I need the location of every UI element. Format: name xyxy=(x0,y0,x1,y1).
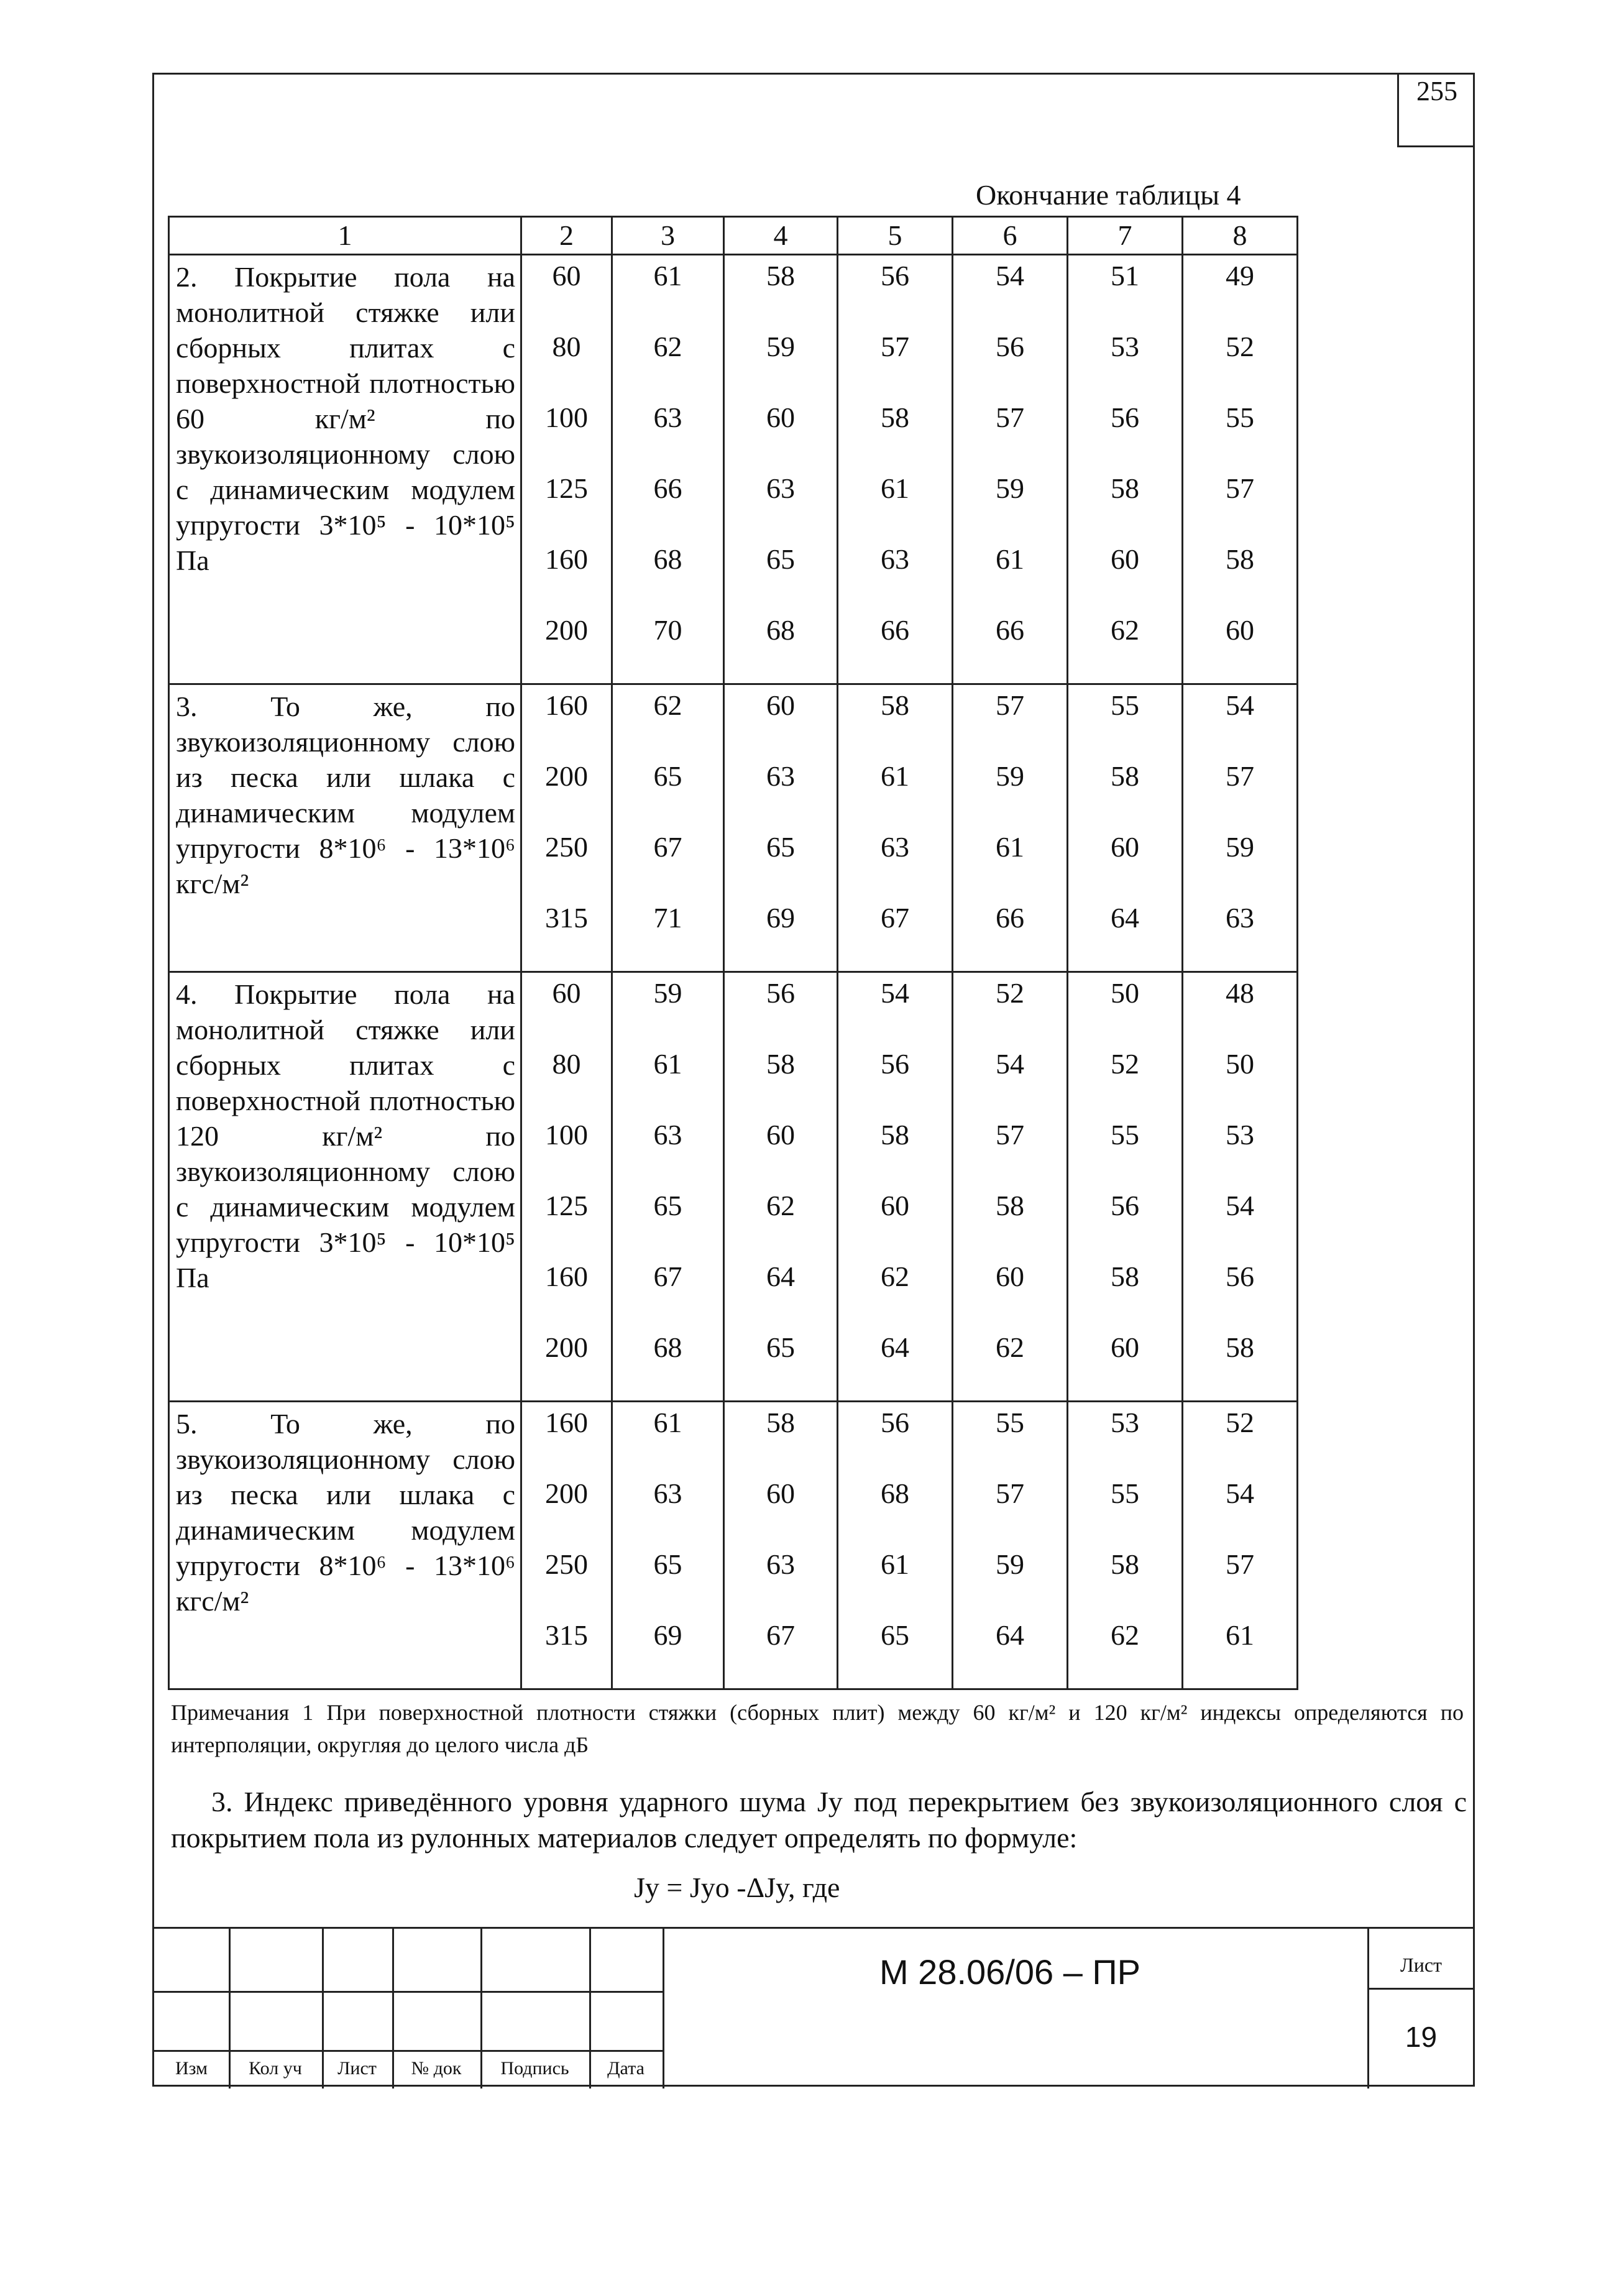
value-cell xyxy=(838,972,953,1402)
table-value: 58 xyxy=(1111,472,1139,504)
value-cell xyxy=(1068,1402,1183,1689)
table-value: 69 xyxy=(766,902,795,934)
table-value: 57 xyxy=(996,1119,1024,1151)
value-cell xyxy=(521,255,612,684)
table-value: 54 xyxy=(1226,1477,1254,1509)
table-value: 58 xyxy=(881,1119,909,1151)
formula: Jy = Jyo -ΔJy, где xyxy=(634,1872,840,1903)
row-description: 2. Покрытие пола на монолитной стяжке или сборных плитах с поверхностной плотностью 60 кг/м² по звукоизоляционному слою с динамическим модулем упругости 3*10⁵ - 10*10⁵ Па xyxy=(176,261,515,576)
value-cell xyxy=(724,972,838,1402)
table-value: 59 xyxy=(996,760,1024,792)
table-value: 125 xyxy=(545,472,588,504)
table-value: 56 xyxy=(1111,1190,1139,1221)
table-row xyxy=(169,255,1298,684)
table-value: 54 xyxy=(996,260,1024,292)
table-value: 60 xyxy=(1226,614,1254,646)
table-value: 64 xyxy=(1111,902,1139,934)
table-value: 55 xyxy=(1111,1477,1139,1509)
row-description: 4. Покрытие пола на монолитной стяжке или сборных плитах с поверхностной плотностью 120 кг/м² по звукоизоляционному слою с динамическим модулем упругости 3*10⁵ - 10*10⁵ Па xyxy=(176,978,515,1294)
table-value: 63 xyxy=(766,1548,795,1580)
table-value: 59 xyxy=(996,472,1024,504)
table-value: 57 xyxy=(996,402,1024,433)
table-value: 58 xyxy=(996,1190,1024,1221)
data-table xyxy=(168,216,1298,1690)
table-value: 61 xyxy=(653,1048,682,1080)
table-value: 63 xyxy=(881,543,909,575)
table-value: 56 xyxy=(881,1407,909,1438)
table-value: 60 xyxy=(766,402,795,433)
value-cell xyxy=(521,972,612,1402)
table-value: 54 xyxy=(1226,1190,1254,1221)
table-value: 160 xyxy=(545,1261,588,1292)
column-header: 8 xyxy=(1183,217,1298,255)
table-value: 61 xyxy=(1226,1619,1254,1651)
table-value: 52 xyxy=(1226,1407,1254,1438)
table-header-row xyxy=(169,217,1298,255)
table-value: 60 xyxy=(766,689,795,721)
table-row xyxy=(169,1402,1298,1689)
value-cell xyxy=(1183,972,1298,1402)
table-value: 57 xyxy=(1226,1548,1254,1580)
table-value: 200 xyxy=(545,614,588,646)
table-value: 100 xyxy=(545,1119,588,1151)
table-value: 56 xyxy=(1111,402,1139,433)
table-value: 54 xyxy=(996,1048,1024,1080)
stamp-col-label: Лист xyxy=(337,2058,377,2079)
table-value: 59 xyxy=(766,331,795,362)
table-value: 58 xyxy=(1226,543,1254,575)
column-header: 2 xyxy=(521,217,612,255)
table-value: 65 xyxy=(653,760,682,792)
value-cell xyxy=(1183,255,1298,684)
table-value: 60 xyxy=(881,1190,909,1221)
table-value: 51 xyxy=(1111,260,1139,292)
table-value: 65 xyxy=(653,1190,682,1221)
table-value: 55 xyxy=(1226,402,1254,433)
table-value: 56 xyxy=(881,1048,909,1080)
table-value: 66 xyxy=(881,614,909,646)
table-value: 61 xyxy=(881,1548,909,1580)
table-value: 70 xyxy=(653,614,682,646)
value-cell xyxy=(1183,684,1298,972)
table-value: 57 xyxy=(1226,472,1254,504)
stamp-col-label: № док xyxy=(411,2058,462,2079)
sheet-label: Лист xyxy=(1400,1954,1442,1976)
column-header: 3 xyxy=(612,217,724,255)
table-value: 57 xyxy=(996,689,1024,721)
table-value: 250 xyxy=(545,831,588,863)
table-value: 59 xyxy=(1226,831,1254,863)
table-note: Примечания 1 При поверхностной плотности стяжки (сборных плит) между 60 кг/м² и 120 кг/м² индексы определяются по интерполяции, округляя до целого числа дБ xyxy=(171,1700,1464,1757)
value-cell xyxy=(1183,1402,1298,1689)
table-value: 200 xyxy=(545,1331,588,1363)
row-description-cell xyxy=(169,1402,521,1689)
table-value: 71 xyxy=(653,902,682,934)
table-value: 68 xyxy=(881,1477,909,1509)
stamp-col-label: Изм xyxy=(175,2058,208,2079)
table-value: 58 xyxy=(766,1407,795,1438)
value-cell xyxy=(953,684,1068,972)
table-value: 60 xyxy=(766,1119,795,1151)
table-value: 65 xyxy=(653,1548,682,1580)
stamp-col-label: Подпись xyxy=(500,2058,569,2079)
table-value: 68 xyxy=(653,1331,682,1363)
table-value: 58 xyxy=(766,260,795,292)
title-block xyxy=(154,1927,1475,2088)
table-value: 63 xyxy=(766,472,795,504)
value-cell xyxy=(953,255,1068,684)
row-description: 5. То же, по звукоизоляционному слою из песка или шлака с динамическим модулем упругости 8*10⁶ - 13*10⁶ кгс/м² xyxy=(176,1408,515,1617)
table-value: 63 xyxy=(653,1119,682,1151)
table-value: 125 xyxy=(545,1190,588,1221)
value-cell xyxy=(612,972,724,1402)
table-value: 60 xyxy=(766,1477,795,1509)
table-row xyxy=(169,684,1298,972)
column-header: 6 xyxy=(953,217,1068,255)
column-header: 7 xyxy=(1068,217,1183,255)
table-value: 60 xyxy=(1111,543,1139,575)
table-value: 63 xyxy=(766,760,795,792)
table-value: 66 xyxy=(653,472,682,504)
table-value: 62 xyxy=(996,1331,1024,1363)
table-value: 64 xyxy=(881,1331,909,1363)
table-value: 200 xyxy=(545,1477,588,1509)
value-cell xyxy=(724,684,838,972)
table-value: 65 xyxy=(766,1331,795,1363)
table-value: 160 xyxy=(545,1407,588,1438)
table-value: 80 xyxy=(552,331,581,362)
row-description: 3. То же, по звукоизоляционному слою из песка или шлака с динамическим модулем упругости 8*10⁶ - 13*10⁶ кгс/м² xyxy=(176,691,515,899)
table-value: 63 xyxy=(653,402,682,433)
value-cell xyxy=(724,1402,838,1689)
frame-line xyxy=(152,1703,154,1809)
stamp-col-label: Кол уч xyxy=(249,2058,302,2079)
table-value: 48 xyxy=(1226,977,1254,1009)
table-value: 63 xyxy=(1226,902,1254,934)
table-value: 200 xyxy=(545,760,588,792)
table-value: 55 xyxy=(1111,689,1139,721)
sheet-number: 19 xyxy=(1405,2021,1438,2053)
table-value: 67 xyxy=(766,1619,795,1651)
column-header: 1 xyxy=(169,217,521,255)
table-value: 57 xyxy=(1226,760,1254,792)
table-value: 58 xyxy=(766,1048,795,1080)
value-cell xyxy=(521,684,612,972)
table-value: 58 xyxy=(1111,760,1139,792)
value-cell xyxy=(953,972,1068,1402)
table-value: 61 xyxy=(881,760,909,792)
table-value: 68 xyxy=(766,614,795,646)
value-cell xyxy=(838,255,953,684)
value-cell xyxy=(724,255,838,684)
table-value: 54 xyxy=(1226,689,1254,721)
table-value: 60 xyxy=(552,260,581,292)
table-value: 57 xyxy=(996,1477,1024,1509)
value-cell xyxy=(521,1402,612,1689)
table-value: 53 xyxy=(1226,1119,1254,1151)
table-value: 65 xyxy=(766,831,795,863)
table-value: 62 xyxy=(653,689,682,721)
table-value: 56 xyxy=(996,331,1024,362)
value-cell xyxy=(1068,684,1183,972)
table-value: 65 xyxy=(766,543,795,575)
table-value: 58 xyxy=(881,402,909,433)
table-value: 62 xyxy=(1111,1619,1139,1651)
column-header: 4 xyxy=(724,217,838,255)
table-value: 59 xyxy=(996,1548,1024,1580)
row-description-cell xyxy=(169,684,521,972)
table-value: 53 xyxy=(1111,331,1139,362)
table-value: 69 xyxy=(653,1619,682,1651)
table-value: 55 xyxy=(1111,1119,1139,1151)
table-value: 56 xyxy=(766,977,795,1009)
table-value: 50 xyxy=(1226,1048,1254,1080)
table-value: 60 xyxy=(1111,831,1139,863)
table-value: 80 xyxy=(552,1048,581,1080)
table-value: 56 xyxy=(881,260,909,292)
table-value: 60 xyxy=(552,977,581,1009)
row-description-cell xyxy=(169,972,521,1402)
table-value: 52 xyxy=(1111,1048,1139,1080)
table-value: 57 xyxy=(881,331,909,362)
value-cell xyxy=(953,1402,1068,1689)
table-value: 58 xyxy=(1226,1331,1254,1363)
table-caption: Окончание таблицы 4 xyxy=(976,179,1241,211)
document-number: М 28.06/06 – ПР xyxy=(879,1952,1141,1992)
table-value: 62 xyxy=(653,331,682,362)
table-value: 61 xyxy=(996,831,1024,863)
table-value: 67 xyxy=(881,902,909,934)
table-value: 49 xyxy=(1226,260,1254,292)
table-value: 62 xyxy=(881,1261,909,1292)
table-value: 50 xyxy=(1111,977,1139,1009)
table-row xyxy=(169,972,1298,1402)
page-number: 255 xyxy=(1397,73,1475,147)
table-value: 68 xyxy=(653,543,682,575)
table-value: 52 xyxy=(996,977,1024,1009)
table-value: 53 xyxy=(1111,1407,1139,1438)
table-value: 66 xyxy=(996,614,1024,646)
table-value: 58 xyxy=(1111,1261,1139,1292)
stamp-col-label: Дата xyxy=(607,2058,645,2079)
table-value: 54 xyxy=(881,977,909,1009)
table-value: 61 xyxy=(653,1407,682,1438)
table-value: 59 xyxy=(653,977,682,1009)
row-description-cell xyxy=(169,255,521,684)
table-value: 315 xyxy=(545,902,588,934)
table-value: 62 xyxy=(766,1190,795,1221)
table-value: 63 xyxy=(653,1477,682,1509)
table-value: 160 xyxy=(545,543,588,575)
table-value: 315 xyxy=(545,1619,588,1651)
table-value: 100 xyxy=(545,402,588,433)
table-value: 52 xyxy=(1226,331,1254,362)
table-value: 67 xyxy=(653,831,682,863)
table-value: 160 xyxy=(545,689,588,721)
table-value: 67 xyxy=(653,1261,682,1292)
table-value: 58 xyxy=(881,689,909,721)
value-cell xyxy=(838,1402,953,1689)
body-paragraph: 3. Индекс приведённого уровня ударного шума Jy под перекрытием без звукоизоляционного слоя с покрытием пола из рулонных материалов следует определять по формуле: xyxy=(171,1786,1467,1854)
table-value: 58 xyxy=(1111,1548,1139,1580)
table-value: 62 xyxy=(1111,614,1139,646)
column-header: 5 xyxy=(838,217,953,255)
table-value: 64 xyxy=(996,1619,1024,1651)
table-value: 61 xyxy=(881,472,909,504)
value-cell xyxy=(838,684,953,972)
table-value: 250 xyxy=(545,1548,588,1580)
value-cell xyxy=(612,684,724,972)
value-cell xyxy=(1068,255,1183,684)
table-value: 61 xyxy=(996,543,1024,575)
table-value: 56 xyxy=(1226,1261,1254,1292)
table-value: 60 xyxy=(1111,1331,1139,1363)
table-value: 60 xyxy=(996,1261,1024,1292)
table-value: 66 xyxy=(996,902,1024,934)
table-value: 61 xyxy=(653,260,682,292)
table-value: 55 xyxy=(996,1407,1024,1438)
value-cell xyxy=(612,255,724,684)
table-value: 65 xyxy=(881,1619,909,1651)
table-value: 64 xyxy=(766,1261,795,1292)
value-cell xyxy=(612,1402,724,1689)
value-cell xyxy=(1068,972,1183,1402)
table-value: 63 xyxy=(881,831,909,863)
